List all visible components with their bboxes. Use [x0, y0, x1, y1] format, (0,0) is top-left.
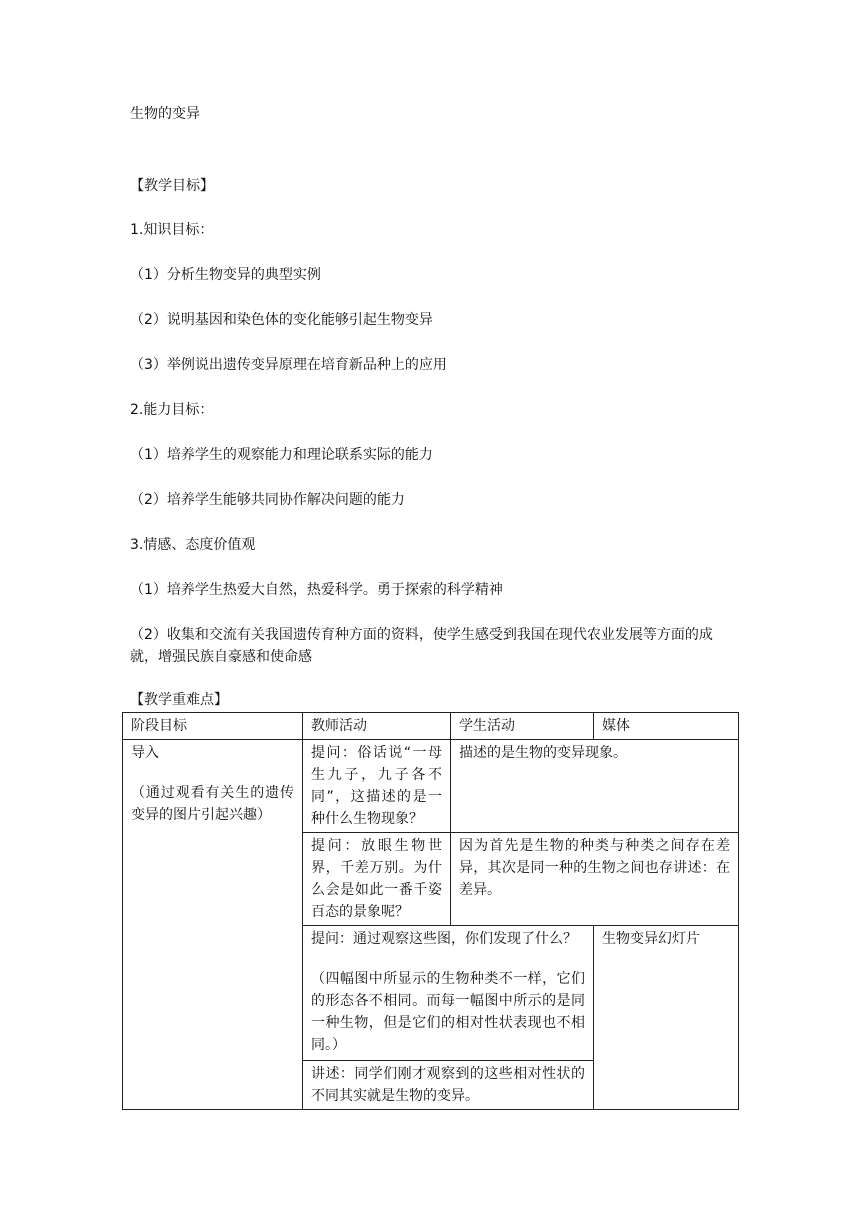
- header-student: 学生活动: [451, 713, 594, 740]
- knowledge-item: （3）举例说出遗传变异原理在培育新品种上的应用: [130, 357, 447, 373]
- teacher-text: 提问：俗话说“一母生九子，九子各不同”，这描述的是一种什么生物现象？: [311, 745, 442, 827]
- teacher-cell: [303, 926, 594, 1061]
- teacher-text: 提问：放眼生物世界，千差万别。为什么会是如此一番千姿百态的景象呢？: [311, 838, 442, 920]
- media-cell: [594, 926, 739, 1110]
- teacher-text: 讲述：同学们刚才观察到的这些相对性状的不同其实就是生物的变异。: [311, 1066, 585, 1104]
- objectives-heading: 【教学目标】: [130, 178, 214, 194]
- knowledge-item: （2）说明基因和染色体的变化能够引起生物变异: [130, 312, 433, 328]
- header-teacher: 教师活动: [303, 713, 451, 740]
- media-text: 生物变异幻灯片: [602, 931, 700, 947]
- student-cell: [451, 833, 739, 926]
- ability-item: （1）培养学生的观察能力和理论联系实际的能力: [130, 447, 433, 463]
- teacher-cell: [303, 740, 451, 833]
- key-points-heading: 【教学重难点】: [130, 692, 228, 708]
- ability-heading: 2.能力目标：: [130, 402, 214, 418]
- lesson-table: [122, 712, 739, 1110]
- teacher-cell: [303, 1061, 594, 1110]
- knowledge-item: （1）分析生物变异的典型实例: [130, 267, 321, 283]
- stage-note: （通过观看有关生的遗传变异的图片引起兴趣）: [131, 785, 294, 823]
- emotion-heading: 3.情感、态度价值观: [130, 537, 256, 553]
- header-media: 媒体: [594, 713, 739, 740]
- stage-title: 导入: [131, 745, 159, 761]
- teacher-cell: [303, 833, 451, 926]
- student-cell: [451, 740, 739, 833]
- student-text: 描述的是生物的变异现象。: [459, 745, 627, 761]
- teacher-question: 提问：通过观察这些图，你们发现了什么？: [311, 931, 577, 947]
- document-title: 生物的变异: [130, 106, 200, 122]
- stage-cell: [123, 740, 303, 1110]
- table-row: [123, 740, 739, 833]
- table-header-row: [123, 713, 739, 740]
- teacher-answer: （四幅图中所显示的生物种类不一样，它们的形态各不相同。而每一幅图中所示的是同一种生物，但是它们的相对性状表现也不相同。）: [311, 971, 585, 1053]
- knowledge-heading: 1.知识目标：: [130, 222, 214, 238]
- student-text: 因为首先是生物的种类与种类之间存在差异，其次是同一种的生物之间也存讲述：在差异。: [459, 838, 730, 898]
- emotion-item: （1）培养学生热爱大自然，热爱科学。勇于探索的科学精神: [130, 582, 503, 598]
- ability-item: （2）培养学生能够共同协作解决问题的能力: [130, 492, 405, 508]
- header-stage: 阶段目标: [123, 713, 303, 740]
- emotion-item: （2）收集和交流有关我国遗传育种方面的资料，使学生感受到我国在现代农业发展等方面的成就，增强民族自豪感和使命感: [130, 627, 713, 665]
